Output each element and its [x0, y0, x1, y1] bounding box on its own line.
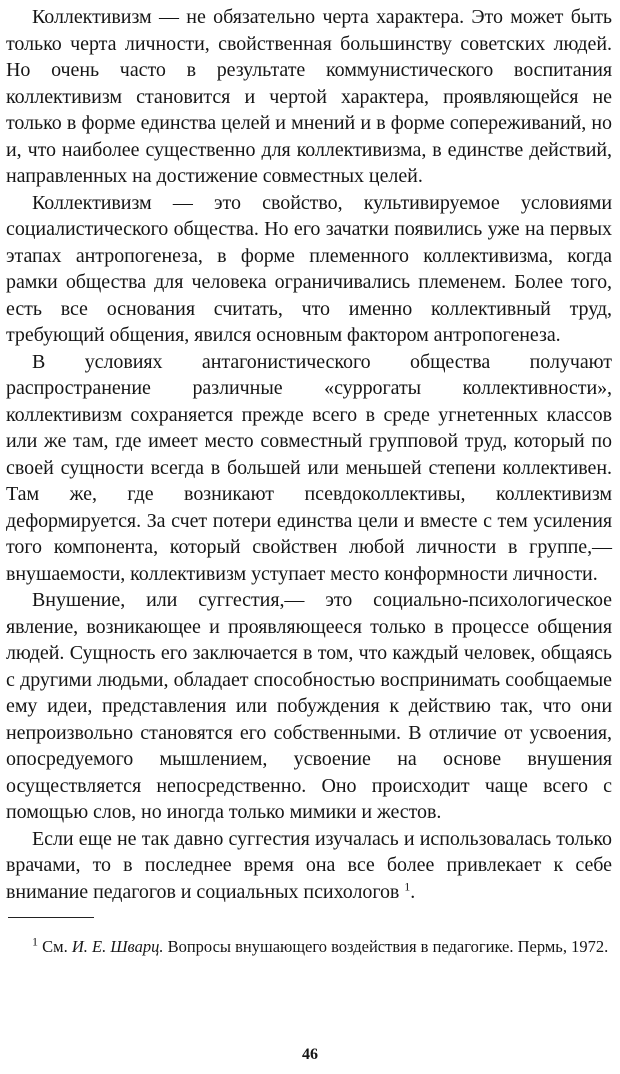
- paragraph-text: Если еще не так давно суггестия изучалась и использовалась только врачами, то в последнее время она все более привлекает к себе внимание педагогов и социальных психологов: [6, 827, 612, 903]
- footnote: [6, 936, 612, 958]
- footnote-author: И. Е. Шварц.: [71, 937, 164, 956]
- paragraph-collectivism-origin: Коллективизм — это свойство, культивируемое условиями социалистического общества. Но его зачатки появились уже на первых этапах антропогенеза, в форме племенного коллективизма, когда рамки общества для человека ограничивались племенем. Более того, есть все основания считать, что именно коллективный труд, требующий общения, явился основным фактором антропогенеза.: [6, 191, 612, 346]
- book-page: [6, 4, 612, 958]
- footnote-reference[interactable]: 1: [404, 878, 411, 893]
- paragraph-end: .: [410, 880, 416, 903]
- paragraph-suggestion-research: [6, 826, 612, 906]
- footnote-marker: 1: [32, 934, 38, 949]
- page-number: 46: [302, 1046, 318, 1063]
- paragraph-collectivism-trait: Коллективизм — не обязательно черта характера. Это может быть только черта личности, свойственная большинству советских людей. Но очень часто в результате коммунистического воспитания коллективизм становится и чертой характера, проявляющейся не только в форме единства целей и мнений и в форме сопереживаний, но и, что наиболее существенно для коллективизма, в единстве действий, направленных на достижение совместных целей.: [6, 6, 612, 187]
- footnote-prefix: См.: [42, 937, 68, 956]
- footnote-title: Вопросы внушающего воздействия в педагогике. Пермь, 1972.: [167, 937, 609, 956]
- paragraph-antagonistic-society: В условиях антагонистического общества получают распространение различные «суррогаты коллективности», коллективизм сохраняется прежде всего в среде угнетенных классов или же там, где имеет место совместный групповой труд, который по своей сущности всегда в большей или меньшей степени коллективен. Там же, где возникают псевдоколлективы, коллективизм деформируется. За счет потери единства цели и вместе с тем усиления того компонента, который свойствен любой личности в группе,— внушаемости, коллективизм уступает место конформности личности.: [6, 350, 612, 585]
- footnote-divider: [8, 917, 94, 918]
- paragraph-suggestion-definition: Внушение, или суггестия,— это социально-психологическое явление, возникающее и проявляющееся только в процессе общения людей. Сущность его заключается в том, что каждый человек, общаясь с другими людьми, обладает способностью воспринимать сообщаемые ему идеи, представления или побуждения к действию так, что они непроизвольно становятся его собственными. В отличие от усвоения, опосредуемого мышлением, усвоение на основе внушения осуществляется непосредственно. Оно происходит чаще всего с помощью слов, но иногда только мимики и жестов.: [6, 589, 612, 823]
